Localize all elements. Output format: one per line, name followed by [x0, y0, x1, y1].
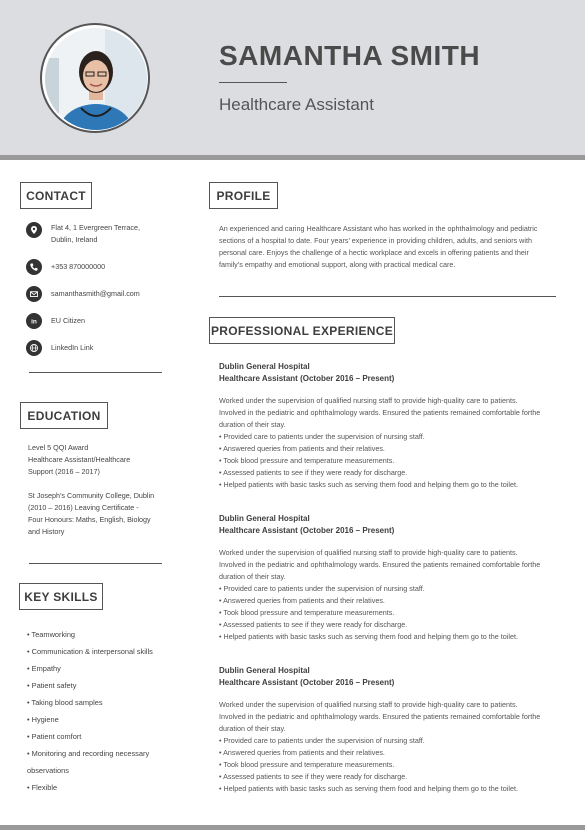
location-pin-icon: [26, 222, 42, 238]
job-bullet: • Assessed patients to see if they were ready for discharge.: [219, 468, 408, 477]
svg-text:in: in: [31, 318, 37, 326]
job-bullet: • Helped patients with basic tasks such as serving them food and helping them go to the toilet.: [219, 632, 518, 641]
address-line-2: Dublin, Ireland: [51, 235, 98, 244]
contact-phone: [26, 259, 105, 275]
job-bullet: • Took blood pressure and temperature measurements.: [219, 608, 395, 617]
linkedin-link[interactable]: LinkedIn Link: [51, 343, 94, 352]
skill-item: • Teamworking: [27, 630, 76, 639]
skill-item: • Patient comfort: [27, 732, 82, 741]
mail-icon: [26, 286, 42, 302]
job-description-line: Worked under the supervision of qualified nursing staff to provide high-quality care to patients.: [219, 396, 518, 405]
job-organization: Dublin General Hospital: [219, 666, 310, 675]
job-entry: [219, 361, 564, 491]
profile-divider: [219, 296, 556, 297]
skill-item: • Flexible: [27, 783, 58, 792]
job-bullet: • Took blood pressure and temperature measurements.: [219, 456, 395, 465]
candidate-name: SAMANTHA SMITH: [219, 40, 481, 71]
candidate-title: Healthcare Assistant: [219, 95, 374, 114]
skill-item: • Taking blood samples: [27, 698, 103, 707]
education-entry: [28, 490, 168, 538]
education-line: Support (2016 – 2017): [28, 467, 100, 476]
job-description-line: Involved in the pediatric and ophthalmology wards. Ensured the patients remained comfortable forthe: [219, 560, 541, 569]
profile-summary: [219, 223, 562, 271]
job-description-line: Involved in the pediatric and ophthalmology wards. Ensured the patients remained comfortable forthe: [219, 408, 541, 417]
job-description: [219, 547, 564, 583]
job-description-line: Involved in the pediatric and ophthalmology wards. Ensured the patients remained comfortable forthe: [219, 712, 541, 721]
job-bullet: • Assessed patients to see if they were ready for discharge.: [219, 620, 408, 629]
education-line: Level 5 QQI Award: [28, 443, 89, 452]
address-line-1: Flat 4, 1 Evergreen Terrace,: [51, 223, 140, 232]
job-bullet: • Answered queries from patients and their relatives.: [219, 748, 385, 757]
job-entry: [219, 513, 564, 643]
job-bullet: • Answered queries from patients and their relatives.: [219, 444, 385, 453]
job-organization: Dublin General Hospital: [219, 362, 310, 371]
job-description-line: duration of their stay.: [219, 724, 286, 733]
profile-line: personal care. Enjoys the challenge of a hectic workplace and excels in offering patients and their: [219, 248, 529, 257]
job-bullet: • Took blood pressure and temperature measurements.: [219, 760, 395, 769]
job-bullet: • Helped patients with basic tasks such as serving them food and helping them go to the toilet.: [219, 784, 518, 793]
job-bullet: • Answered queries from patients and their relatives.: [219, 596, 385, 605]
citizenship-text: EU Citizen: [51, 316, 85, 325]
contact-email: [26, 286, 140, 302]
job-bullet: • Provided care to patients under the supervision of nursing staff.: [219, 584, 425, 593]
skill-item: • Patient safety: [27, 681, 77, 690]
education-line: Four Honours: Maths, English, Biology: [28, 515, 151, 524]
education-entry: [28, 442, 168, 478]
job-description-line: duration of their stay.: [219, 572, 286, 581]
contact-address: [26, 222, 140, 246]
skill-item: • Empathy: [27, 664, 61, 673]
skills-list: [27, 626, 177, 796]
email-text[interactable]: samanthasmith@gmail.com: [51, 289, 140, 298]
education-divider: [29, 563, 162, 564]
phone-icon: [26, 259, 42, 275]
footer-divider: [0, 825, 585, 830]
job-role: Healthcare Assistant (October 2016 – Present): [219, 678, 395, 687]
profile-line: sections of a hospital to date. Four years’ experience in providing children, adults, and seniors with: [219, 236, 532, 245]
experience-heading: PROFESSIONAL EXPERIENCE: [209, 317, 395, 344]
job-role: Healthcare Assistant (October 2016 – Present): [219, 374, 395, 383]
job-description-line: Worked under the supervision of qualified nursing staff to provide high-quality care to patients.: [219, 700, 518, 709]
education-line: and History: [28, 527, 65, 536]
contact-divider: [29, 372, 162, 373]
job-description-line: duration of their stay.: [219, 420, 286, 429]
education-line: St Joseph’s Community College, Dublin: [28, 491, 155, 500]
name-underline: [219, 82, 287, 83]
profile-heading: PROFILE: [209, 182, 278, 209]
contact-linkedin: [26, 340, 93, 356]
job-description: [219, 699, 564, 735]
education-line: (2010 – 2016) Leaving Certificate -: [28, 503, 139, 512]
globe-icon: [26, 340, 42, 356]
linkedin-icon: [26, 313, 42, 329]
skill-item: • Monitoring and recording necessary: [27, 749, 150, 758]
header-divider: [0, 155, 585, 160]
contact-heading: CONTACT: [20, 182, 92, 209]
education-line: Healthcare Assistant/Healthcare: [28, 455, 131, 464]
job-bullet: • Provided care to patients under the supervision of nursing staff.: [219, 432, 425, 441]
job-description-line: Worked under the supervision of qualified nursing staff to provide high-quality care to patients.: [219, 548, 518, 557]
skill-item: observations: [27, 766, 69, 775]
job-entry: [219, 665, 564, 795]
job-role: Healthcare Assistant (October 2016 – Present): [219, 526, 395, 535]
education-heading: EDUCATION: [20, 402, 108, 429]
job-bullet: • Helped patients with basic tasks such as serving them food and helping them go to the toilet.: [219, 480, 518, 489]
profile-photo: [45, 28, 147, 130]
phone-text: +353 870000000: [51, 262, 106, 271]
profile-line: An experienced and caring Healthcare Assistant who has worked in the ophthalmology and pediatric: [219, 224, 538, 233]
skill-item: • Communication & interpersonal skills: [27, 647, 153, 656]
job-organization: Dublin General Hospital: [219, 514, 310, 523]
skill-item: • Hygiene: [27, 715, 59, 724]
profile-line: family’s empathy and emotional support, along with practical medical care.: [219, 260, 456, 269]
skills-heading: KEY SKILLS: [19, 583, 103, 610]
job-description: [219, 395, 564, 431]
job-bullet: • Assessed patients to see if they were ready for discharge.: [219, 772, 408, 781]
job-bullet: • Provided care to patients under the supervision of nursing staff.: [219, 736, 425, 745]
contact-citizenship: [26, 313, 85, 329]
profile-photo-frame: [40, 23, 150, 133]
